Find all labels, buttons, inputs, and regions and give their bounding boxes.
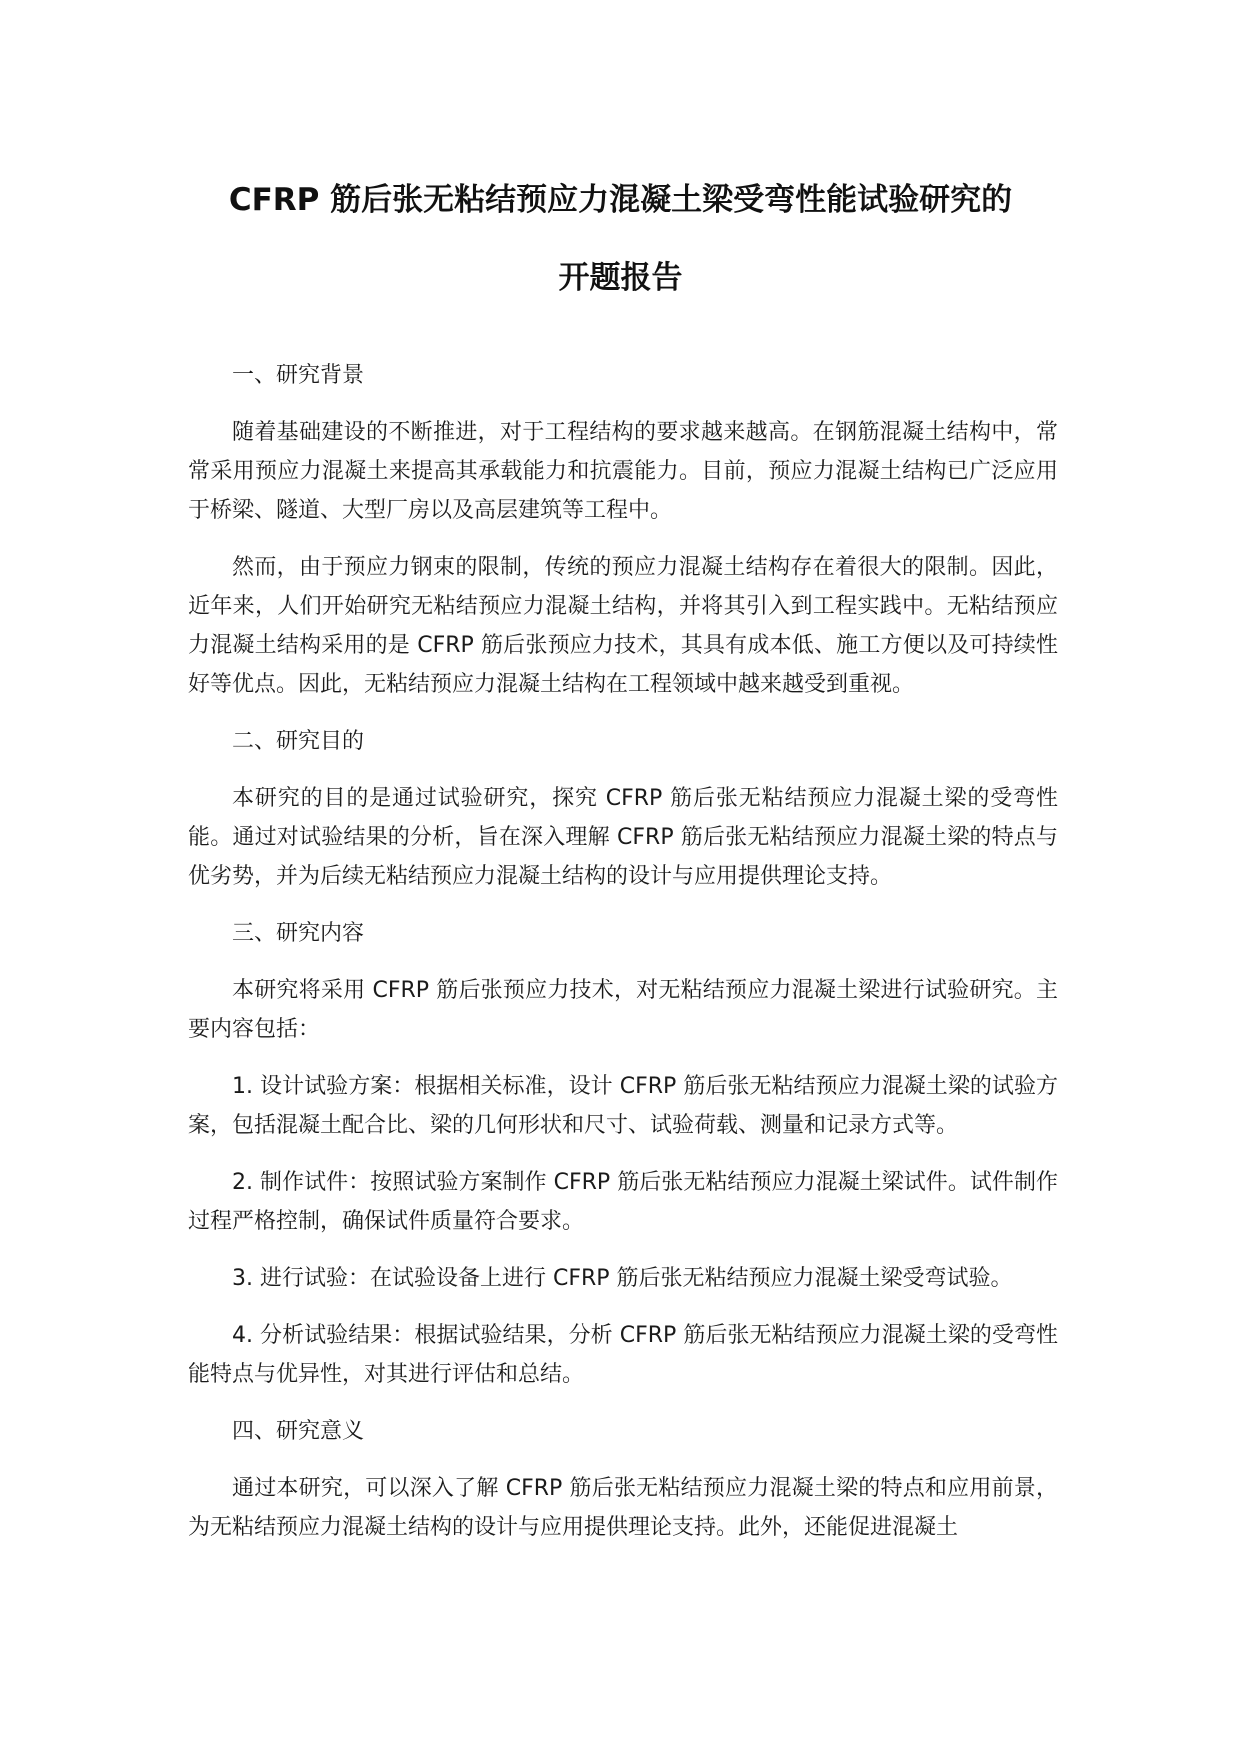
paragraph: 然而，由于预应力钢束的限制，传统的预应力混凝土结构存在着很大的限制。因此，近年来，人们开始研究无粘结预应力混凝土结构，并将其引入到工程实践中。无粘结预应力混凝土结构采用的是 CFRP 筋后张预应力技术，其具有成本低、施工方便以及可持续性好等优点。因此，无粘结预应力混凝土结构在工程领域中越来越受到重视。 [188,555,1058,697]
section-heading-purpose: 二、研究目的 [232,729,365,754]
section-heading-content: 三、研究内容 [232,921,365,946]
document-title-line-1: CFRP 筋后张无粘结预应力混凝土梁受弯性能试验研究的 [228,182,1013,218]
paragraph: 通过本研究，可以深入了解 CFRP 筋后张无粘结预应力混凝土梁的特点和应用前景，为无粘结预应力混凝土结构的设计与应用提供理论支持。此外，还能促进混凝土 [188,1476,1058,1540]
paragraph: 本研究的目的是通过试验研究，探究 CFRP 筋后张无粘结预应力混凝土梁的受弯性能。通过对试验结果的分析，旨在深入理解 CFRP 筋后张无粘结预应力混凝土梁的特点与优劣势，并为后续无粘结预应力混凝土结构的设计与应用提供理论支持。 [188,786,1058,889]
paragraph: 本研究将采用 CFRP 筋后张预应力技术，对无粘结预应力混凝土梁进行试验研究。主要内容包括： [188,978,1058,1042]
section-heading-background: 一、研究背景 [232,363,365,388]
list-item: 3. 进行试验：在试验设备上进行 CFRP 筋后张无粘结预应力混凝土梁受弯试验。 [232,1266,1013,1291]
list-item: 1. 设计试验方案：根据相关标准，设计 CFRP 筋后张无粘结预应力混凝土梁的试验方案，包括混凝土配合比、梁的几何形状和尺寸、试验荷载、测量和记录方式等。 [188,1074,1058,1138]
document-body [188,356,1058,1565]
list-item: 4. 分析试验结果：根据试验结果，分析 CFRP 筋后张无粘结预应力混凝土梁的受弯性能特点与优异性，对其进行评估和总结。 [188,1323,1058,1387]
document-title-line-2: 开题报告 [558,260,683,296]
section-heading-significance: 四、研究意义 [232,1419,365,1444]
paragraph: 随着基础建设的不断推进，对于工程结构的要求越来越高。在钢筋混凝土结构中，常常采用预应力混凝土来提高其承载能力和抗震能力。目前，预应力混凝土结构已广泛应用于桥梁、隧道、大型厂房以及高层建筑等工程中。 [188,420,1058,523]
list-item: 2. 制作试件：按照试验方案制作 CFRP 筋后张无粘结预应力混凝土梁试件。试件制作过程严格控制，确保试件质量符合要求。 [188,1170,1058,1234]
